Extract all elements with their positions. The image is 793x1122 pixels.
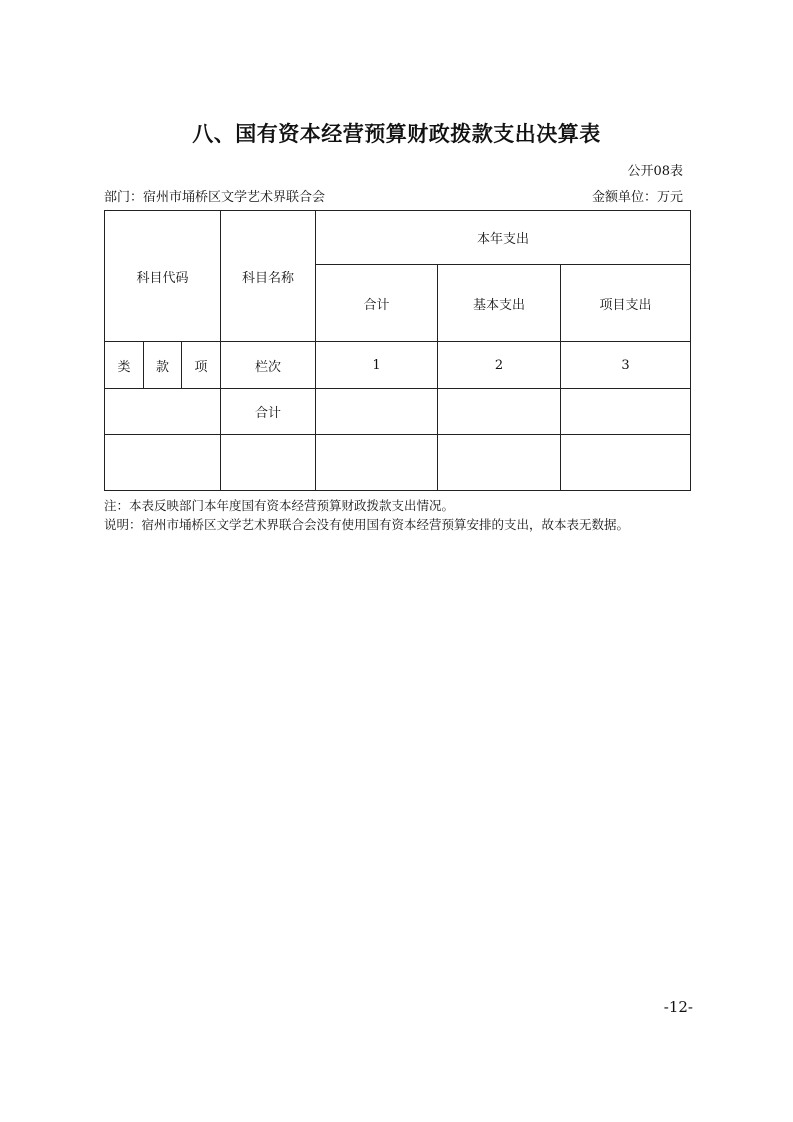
column-index-3: 3	[561, 342, 691, 389]
empty-total-cell	[316, 435, 438, 491]
total-row-basic-cell	[438, 389, 561, 435]
table-explanation: 说明：宿州市埇桥区文学艺术界联合会没有使用国有资本经营预算安排的支出，故本表无数据。	[104, 517, 630, 532]
empty-name-cell	[221, 435, 316, 491]
kuan-header: 款	[144, 342, 182, 389]
column-order-header: 栏次	[221, 342, 316, 389]
total-row-project-cell	[561, 389, 691, 435]
total-header: 合计	[316, 265, 438, 342]
table-row	[105, 435, 691, 491]
lei-header: 类	[105, 342, 144, 389]
subject-name-header: 科目名称	[221, 211, 316, 342]
empty-basic-cell	[438, 435, 561, 491]
total-row-label: 合计	[221, 389, 316, 435]
basic-expense-header: 基本支出	[438, 265, 561, 342]
notes	[104, 496, 629, 534]
empty-code-cell	[105, 435, 221, 491]
empty-project-cell	[561, 435, 691, 491]
page-title: 八、国有资本经营预算财政拨款支出决算表	[192, 122, 601, 146]
total-row	[105, 389, 691, 435]
current-year-expense-header: 本年支出	[316, 211, 691, 265]
subject-code-header: 科目代码	[105, 211, 221, 342]
total-row-code-cell	[105, 389, 221, 435]
table-note: 注：本表反映部门本年度国有资本经营预算财政拨款支出情况。	[104, 498, 455, 513]
xiang-header: 项	[182, 342, 221, 389]
department-label: 部门：宿州市埇桥区文学艺术界联合会	[104, 190, 326, 205]
column-index-2: 2	[438, 342, 561, 389]
total-row-total-cell	[316, 389, 438, 435]
amount-unit-label: 金额单位：万元	[591, 190, 683, 205]
expenditure-table	[104, 210, 691, 491]
page-number: -12-	[663, 998, 693, 1016]
form-number: 公开08表	[627, 164, 683, 179]
project-expense-header: 项目支出	[561, 265, 691, 342]
column-index-1: 1	[316, 342, 438, 389]
